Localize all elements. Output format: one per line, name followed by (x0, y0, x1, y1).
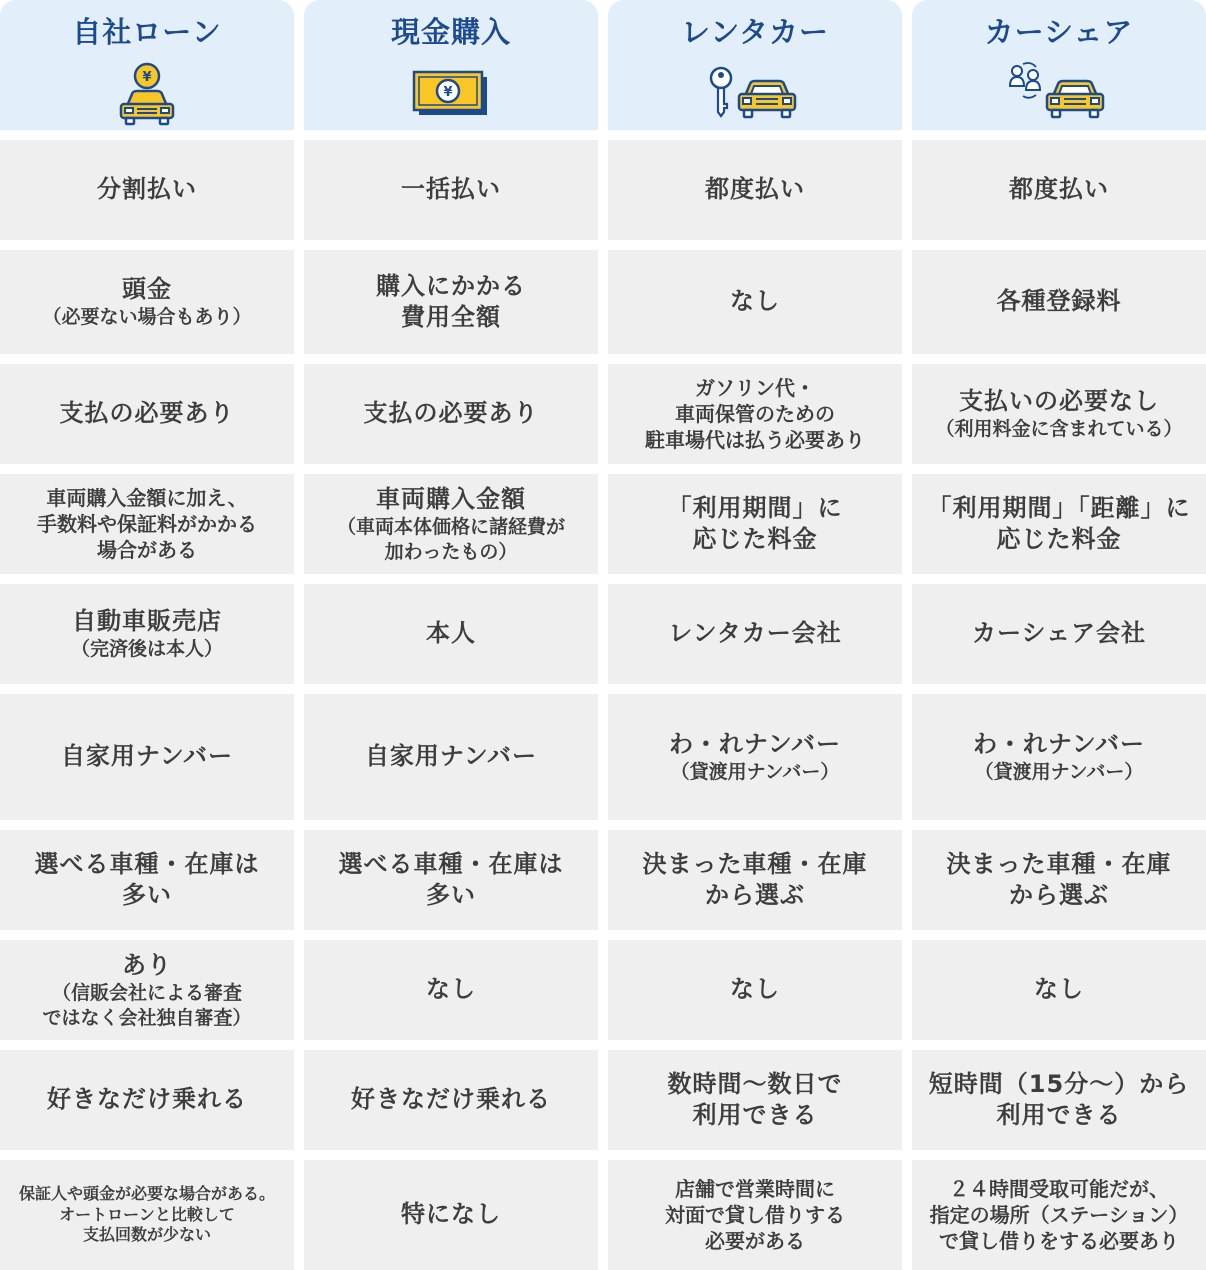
column-header-rental-car (608, 0, 902, 130)
comparison-body (0, 140, 1206, 1270)
table-cell (912, 474, 1206, 574)
cell-text-small: 対面で貸し借りする (665, 1203, 845, 1227)
table-cell (912, 694, 1206, 820)
cell-text-main: 分割払い (97, 175, 197, 204)
cell-text-main: 「利用期間」に (667, 493, 843, 522)
cell-text-small: 場合がある (97, 538, 197, 562)
table-cell (304, 140, 598, 240)
column-header-car-share (912, 0, 1206, 130)
cell-text-tiny: オートローンと比較して (59, 1204, 235, 1224)
table-cell (0, 1050, 294, 1150)
comparison-table (0, 0, 1206, 140)
cell-text-small: 駐車場代は払う必要あり (645, 428, 865, 452)
table-cell (304, 250, 598, 354)
cell-text-main: なし (730, 975, 780, 1004)
cell-text-main: わ・れナンバー (972, 730, 1146, 759)
column-title: レンタカー (680, 15, 830, 49)
table-cell (304, 474, 598, 574)
table-cell (608, 940, 902, 1040)
cell-text-main: 特になし (401, 1200, 501, 1229)
cell-text-sub: ではなく会社独自審査） (42, 1006, 252, 1029)
table-cell (912, 140, 1206, 240)
cell-text-main: 好きなだけ乗れる (351, 1085, 551, 1114)
cell-text-small: ガソリン代・ (695, 376, 815, 400)
cell-text-sub: （完済後は本人） (70, 638, 223, 661)
table-cell (0, 940, 294, 1040)
cell-text-main: 一括払い (401, 175, 501, 204)
svg-text:¥: ¥ (443, 84, 453, 100)
cell-text-main: 頭金 (122, 275, 172, 304)
cell-text-main: 購入にかかる (376, 271, 526, 300)
cell-text-main: なし (1034, 975, 1084, 1004)
cell-text-sub: （必要ない場合もあり） (42, 306, 252, 329)
table-cell (304, 364, 598, 464)
yen-banknote-icon (411, 62, 491, 126)
table-cell (912, 584, 1206, 684)
table-cell (912, 250, 1206, 354)
cell-text-main: 応じた料金 (692, 525, 818, 553)
table-cell (304, 584, 598, 684)
table-cell (912, 1160, 1206, 1270)
cell-text-main: 車両購入金額 (376, 484, 526, 513)
table-cell (912, 830, 1206, 930)
table-cell (912, 364, 1206, 464)
table-cell (608, 584, 902, 684)
cell-text-small: 必要がある (705, 1229, 805, 1253)
cell-text-main: なし (426, 975, 476, 1004)
table-cell (0, 364, 294, 464)
cell-text-main: 本人 (426, 619, 476, 648)
cell-text-small: 手数料や保証料がかかる (37, 512, 257, 536)
table-cell (608, 364, 902, 464)
cell-text-small: で貸し借りをする必要あり (939, 1229, 1179, 1253)
cell-text-sub: （利用料金に含まれている） (935, 418, 1183, 441)
table-cell (912, 940, 1206, 1040)
cell-text-main: 好きなだけ乗れる (47, 1085, 247, 1114)
cell-text-sub: （貸渡用ナンバー） (670, 761, 840, 784)
cell-text-main: から選ぶ (705, 881, 805, 909)
cell-text-main: 利用できる (692, 1101, 818, 1129)
table-cell (608, 250, 902, 354)
table-cell (304, 1050, 598, 1150)
shared-users-car-icon (1009, 62, 1109, 126)
cell-text-main: 数時間〜数日で (667, 1069, 843, 1098)
table-cell (0, 830, 294, 930)
cell-text-main: 応じた料金 (996, 525, 1122, 553)
key-and-car-icon (709, 62, 801, 126)
cell-text-sub: （貸渡用ナンバー） (974, 761, 1144, 784)
cell-text-small: 店舗で営業時間に (675, 1177, 835, 1201)
cell-text-main: 決まった車種・在庫 (946, 849, 1172, 878)
table-cell (304, 830, 598, 930)
table-cell (912, 1050, 1206, 1150)
column-title: 自社ローン (72, 15, 222, 49)
table-cell (608, 694, 902, 820)
table-cell (0, 474, 294, 574)
cell-text-main: カーシェア会社 (971, 619, 1147, 648)
cell-text-small: ２４時間受取可能だが、 (949, 1177, 1169, 1201)
cell-text-main: 自家用ナンバー (60, 742, 234, 771)
table-cell (608, 1160, 902, 1270)
cell-text-tiny: 保証人や頭金が必要な場合がある。 (18, 1183, 275, 1203)
cell-text-main: あり (122, 950, 172, 979)
cell-text-main: 決まった車種・在庫 (642, 849, 868, 878)
cell-text-small: 車両購入金額に加え、 (46, 486, 248, 510)
cell-text-main: 利用できる (996, 1101, 1122, 1129)
cell-text-main: 自動車販売店 (72, 607, 222, 636)
cell-text-main: 選べる車種・在庫は (34, 849, 260, 878)
cell-text-main: 「利用期間」「距離」に (927, 493, 1191, 522)
svg-text:¥: ¥ (142, 69, 152, 85)
cell-text-main: 各種登録料 (996, 287, 1122, 316)
cell-text-main: 支払の必要あり (363, 399, 539, 428)
cell-text-main: 支払の必要あり (59, 399, 235, 428)
cell-text-main: 支払いの必要なし (959, 387, 1159, 416)
table-cell (304, 940, 598, 1040)
cell-text-main: 費用全額 (401, 303, 501, 331)
cell-text-main: なし (730, 287, 780, 316)
table-cell (0, 140, 294, 240)
cell-text-main: レンタカー会社 (668, 619, 842, 648)
cell-text-sub: 加わったもの） (384, 540, 518, 563)
table-cell (0, 694, 294, 820)
table-cell (608, 140, 902, 240)
cell-text-sub: （車両本体価格に諸経費が (336, 515, 565, 538)
table-cell (0, 1160, 294, 1270)
table-cell (304, 694, 598, 820)
cell-text-main: 多い (426, 881, 476, 909)
cell-text-main: 多い (122, 881, 172, 909)
table-cell (304, 1160, 598, 1270)
table-cell (608, 474, 902, 574)
car-with-yen-coin-icon (117, 62, 177, 126)
column-title: 現金購入 (390, 15, 511, 49)
column-header-own-loan (0, 0, 294, 130)
cell-text-sub: （信販会社による審査 (51, 981, 242, 1004)
cell-text-main: わ・れナンバー (668, 730, 842, 759)
cell-text-main: 短時間（15分〜）から (928, 1069, 1190, 1098)
cell-text-tiny: 支払回数が少ない (82, 1225, 211, 1245)
table-cell (608, 830, 902, 930)
cell-text-main: 自家用ナンバー (364, 742, 538, 771)
cell-text-small: 指定の場所（ステーション） (929, 1203, 1189, 1227)
cell-text-main: 都度払い (705, 175, 805, 204)
table-cell (608, 1050, 902, 1150)
cell-text-main: 都度払い (1009, 175, 1109, 204)
cell-text-main: 選べる車種・在庫は (338, 849, 564, 878)
cell-text-main: から選ぶ (1009, 881, 1109, 909)
cell-text-small: 車両保管のための (675, 402, 835, 426)
column-header-cash-purchase (304, 0, 598, 130)
table-cell (0, 584, 294, 684)
column-title: カーシェア (984, 15, 1134, 49)
table-cell (0, 250, 294, 354)
